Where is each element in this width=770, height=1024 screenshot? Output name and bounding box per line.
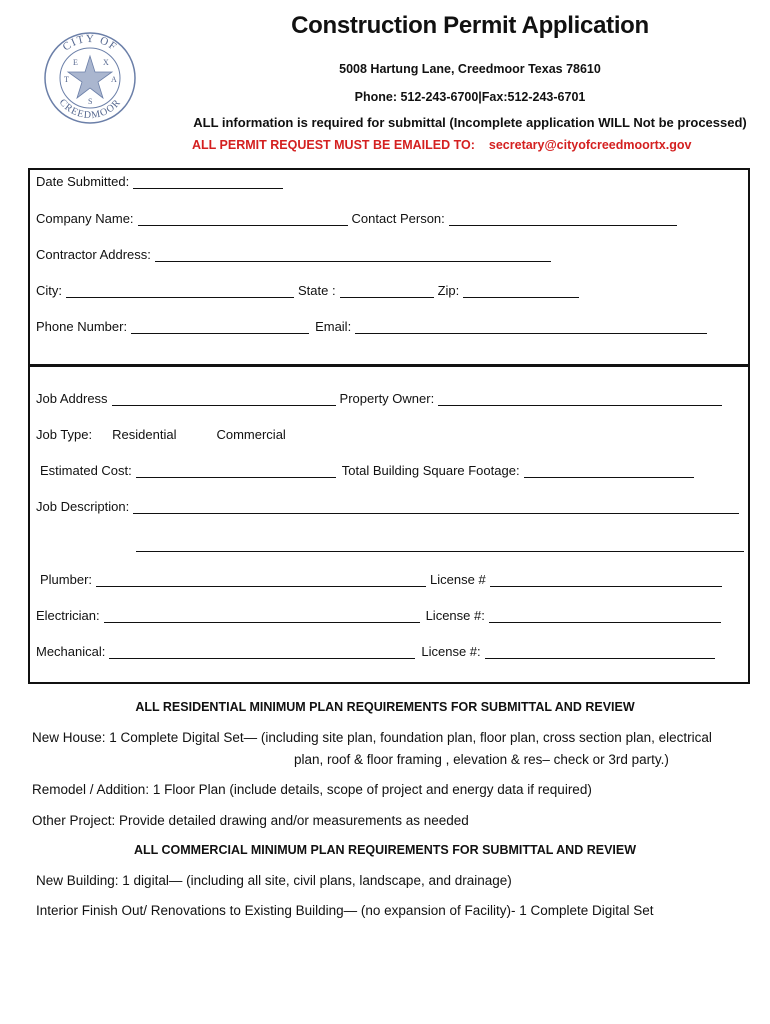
email-address: secretary@cityofcreedmoortx.gov [488,138,692,152]
job-address-row [36,391,726,406]
plumber-license-field[interactable] [490,572,722,587]
svg-text:S: S [88,97,93,106]
city-label: City: [36,283,62,298]
svg-text:CREEDMOOR: CREEDMOOR [56,97,124,122]
company-row [36,211,681,226]
mechanical-license-label: License #: [421,644,481,659]
electrician-license-label: License #: [425,608,485,623]
company-name-field[interactable] [138,211,348,226]
job-description-field-line2[interactable] [136,537,744,552]
new-building-requirement: New Building: 1 digital— (including all site, civil plans, landscape, and drainage) [36,873,512,888]
square-footage-label: Total Building Square Footage: [341,463,520,478]
company-name-label: Company Name: [36,211,134,226]
plumber-row [40,572,726,587]
job-description-row [36,499,743,514]
job-type-label: Job Type: [36,427,93,442]
zip-field[interactable] [463,283,579,298]
email-notice [192,138,691,152]
office-address: 5008 Hartung Lane, Creedmoor Texas 78610 [339,62,601,76]
mechanical-field[interactable] [109,644,415,659]
date-submitted-row [36,174,287,189]
page-title: Construction Permit Application [291,12,649,39]
phone-number-field[interactable] [131,319,309,334]
estimated-cost-row [40,463,698,478]
electrician-row [36,608,725,623]
svg-text:X: X [103,58,109,67]
commercial-requirements-heading: ALL COMMERCIAL MINIMUM PLAN REQUIREMENTS FOR SUBMITTAL AND REVIEW [133,843,637,857]
email-notice-label: ALL PERMIT REQUEST MUST BE EMAILED TO: [192,138,475,152]
new-house-requirement-line2: plan, roof & floor framing , elevation & res– check or 3rd party.) [294,752,669,767]
contact-person-field[interactable] [449,211,677,226]
property-owner-field[interactable] [438,391,722,406]
phone-number-label: Phone Number: [36,319,128,334]
phone-fax: Phone: 512-243-6700|Fax:512-243-6701 [354,90,586,104]
svg-text:A: A [111,75,117,84]
contractor-address-row [36,247,555,262]
mechanical-row [36,644,719,659]
remodel-requirement: Remodel / Addition: 1 Floor Plan (include details, scope of project and energy data if required) [32,782,592,797]
svg-text:CITY OF: CITY OF [60,32,120,54]
zip-label: Zip: [437,283,460,298]
job-description-field[interactable] [133,499,739,514]
mechanical-license-field[interactable] [485,644,715,659]
email-label: Email: [315,319,352,334]
state-field[interactable] [340,283,434,298]
applicant-info-box [28,168,750,366]
contact-person-label: Contact Person: [351,211,445,226]
date-submitted-label: Date Submitted: [36,174,130,189]
job-description-label: Job Description: [36,499,130,514]
plumber-label: Plumber: [40,572,93,587]
svg-text:E: E [73,58,78,67]
estimated-cost-label: Estimated Cost: [40,463,132,478]
svg-text:T: T [64,75,69,84]
date-submitted-field[interactable] [133,174,283,189]
city-seal-logo [42,30,138,126]
other-project-requirement: Other Project: Provide detailed drawing and/or measurements as needed [32,813,469,828]
city-state-zip-row [36,283,583,298]
job-address-label: Job Address [36,391,108,406]
electrician-field[interactable] [104,608,420,623]
email-field[interactable] [355,319,707,334]
residential-requirements-heading: ALL RESIDENTIAL MINIMUM PLAN REQUIREMENTS FOR SUBMITTAL AND REVIEW [135,700,635,714]
contractor-address-field[interactable] [155,247,551,262]
required-notice: ALL information is required for submittal (Incomplete application WILL Not be processed) [193,115,747,130]
square-footage-field[interactable] [524,463,694,478]
new-house-requirement-line1: New House: 1 Complete Digital Set— (including site plan, foundation plan, floor plan, cross section plan, electrical [32,730,712,745]
electrician-label: Electrician: [36,608,100,623]
job-type-row [36,427,286,442]
contractor-address-label: Contractor Address: [36,247,151,262]
property-owner-label: Property Owner: [339,391,435,406]
plumber-field[interactable] [96,572,426,587]
estimated-cost-field[interactable] [136,463,336,478]
job-address-field[interactable] [112,391,336,406]
job-info-box [28,364,750,684]
electrician-license-field[interactable] [489,608,721,623]
interior-finish-requirement: Interior Finish Out/ Renovations to Existing Building— (no expansion of Facility)- 1 Complete Digital Set [36,903,654,918]
job-type-residential-option[interactable]: Residential [112,427,177,442]
state-label: State : [298,283,336,298]
mechanical-label: Mechanical: [36,644,106,659]
phone-email-row [36,319,711,334]
job-type-commercial-option[interactable]: Commercial [216,427,286,442]
city-field[interactable] [66,283,294,298]
plumber-license-label: License # [430,572,486,587]
